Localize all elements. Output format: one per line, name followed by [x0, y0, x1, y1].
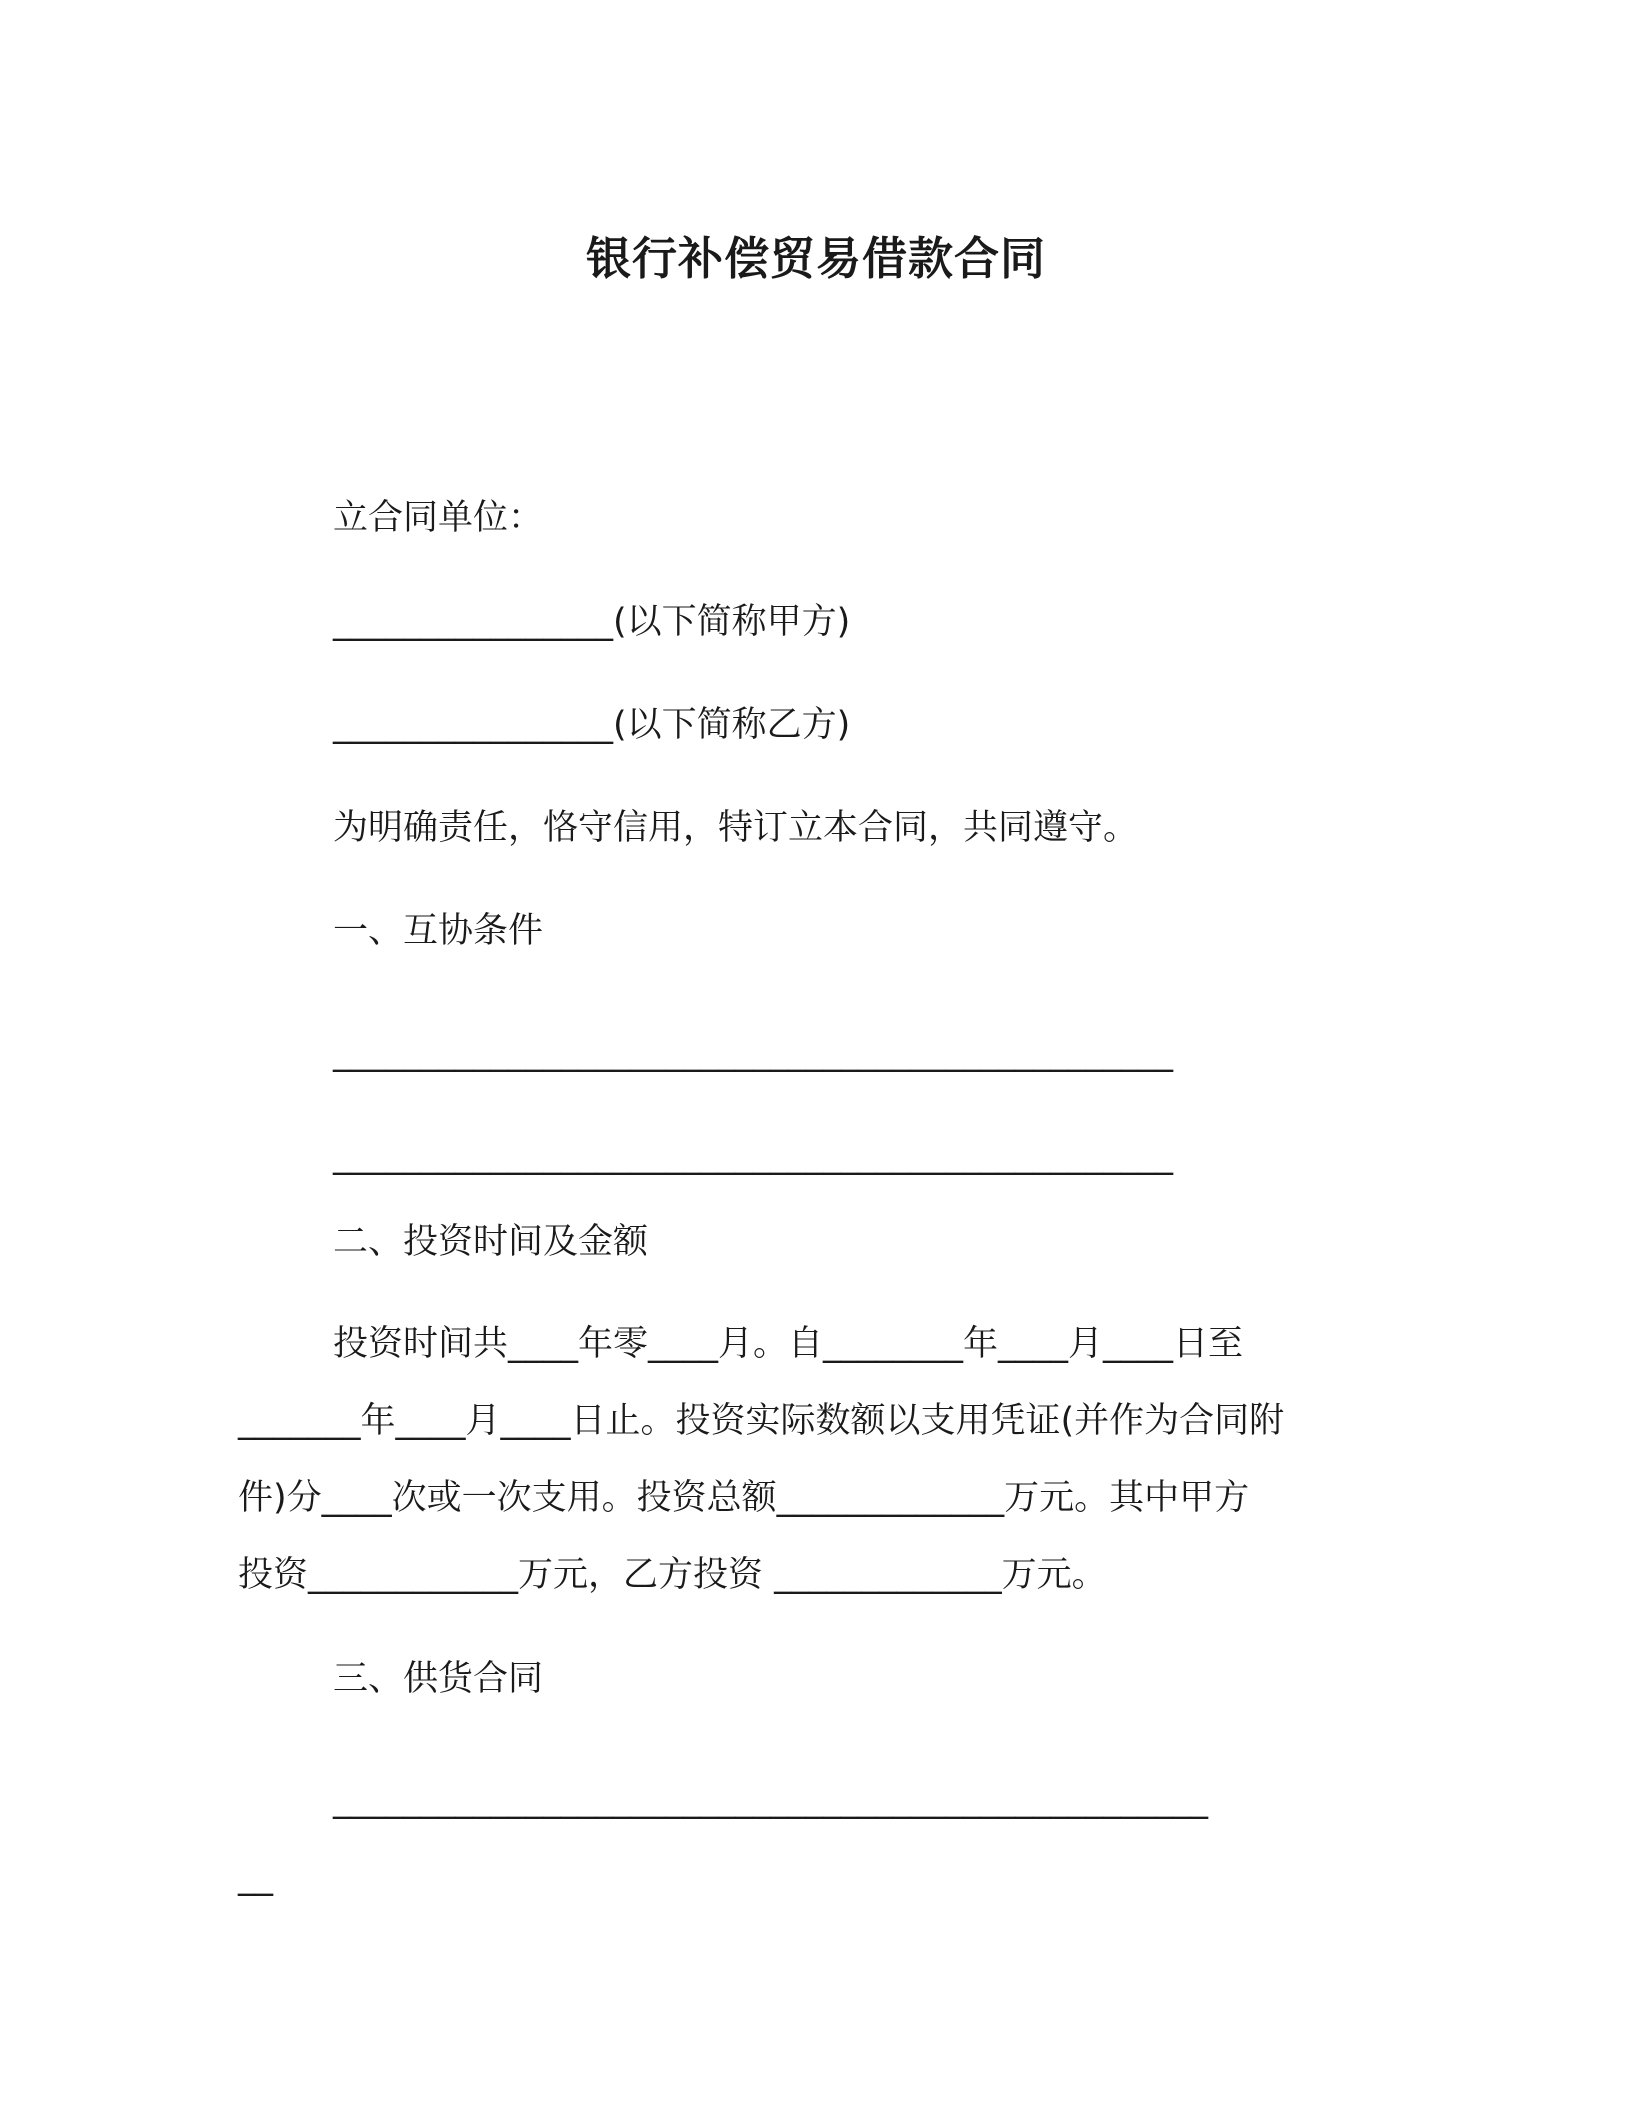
preamble-paragraph: 为明确责任，恪守信用，特订立本合同，共同遵守。: [333, 808, 1139, 848]
section-1-heading: 一、互协条件: [333, 911, 544, 951]
investment-text-line: 投资时间共____年零____月。自________年____月____日至: [333, 1324, 1244, 1364]
contract-parties-label: 立合同单位：: [333, 498, 544, 538]
document-title: 银行补偿贸易借款合同: [585, 232, 1046, 285]
party-b-line: ________________(以下简称乙方): [333, 705, 851, 745]
investment-text-line: 投资____________万元，乙方投资 _____________万元。: [238, 1555, 1107, 1595]
party-a-line: ________________(以下简称甲方): [333, 602, 851, 642]
section-3-heading: 三、供货合同: [333, 1659, 544, 1699]
investment-text-line: _______年____月____日止。投资实际数额以支用凭证(并作为合同附: [238, 1401, 1285, 1441]
blank-line: ________________________________________________: [333, 1136, 1173, 1176]
blank-line: __________________________________________________: [333, 1780, 1208, 1820]
investment-text-line: 件)分____次或一次支用。投资总额_____________万元。其中甲方: [238, 1478, 1250, 1518]
section-2-heading: 二、投资时间及金额: [333, 1222, 649, 1262]
blank-line: ________________________________________________: [333, 1033, 1173, 1073]
blank-line-continuation: __: [238, 1857, 273, 1897]
